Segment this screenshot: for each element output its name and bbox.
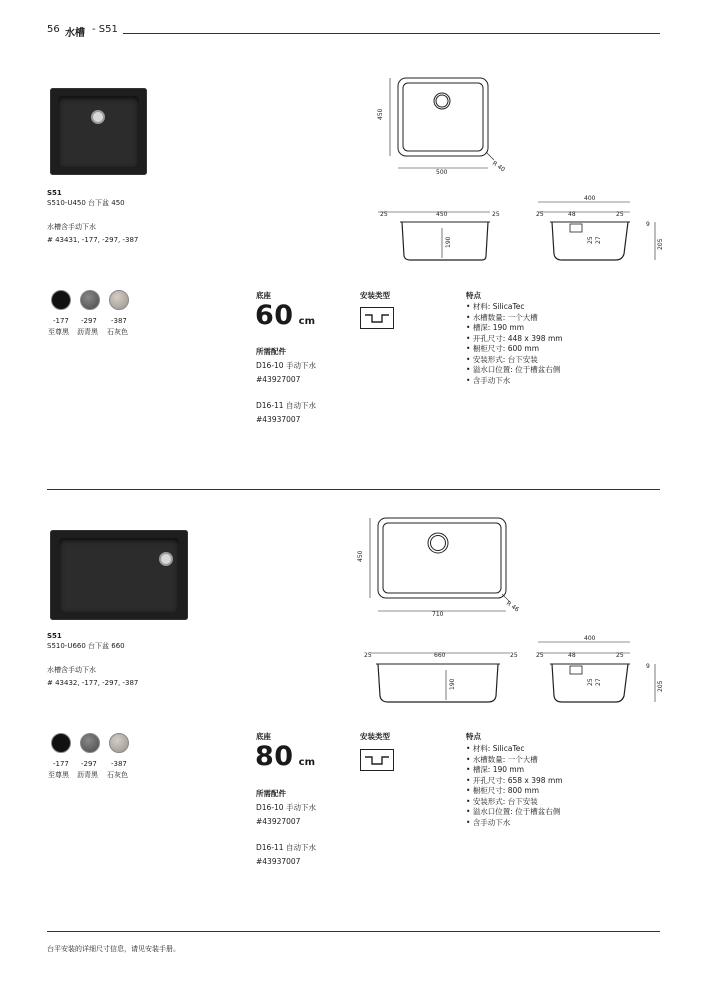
feature-item: • 橱柜尺寸: 600 mm <box>466 344 563 355</box>
feature-item: • 槽深: 190 mm <box>466 765 563 776</box>
install-type-label: 安装类型 <box>360 732 390 741</box>
color-name: 石灰色 <box>107 328 128 336</box>
accessories-label: 所需配件 <box>256 347 286 356</box>
base-label: 底座 <box>256 291 271 300</box>
feature-item: • 槽深: 190 mm <box>466 323 563 334</box>
color-name: 至尊黑 <box>48 328 69 336</box>
base-size <box>255 741 315 772</box>
model-name: S51 <box>47 632 62 640</box>
dim-side: 25 <box>536 652 544 659</box>
color-name: 至尊黑 <box>48 771 69 779</box>
dim-section-height: 205 <box>657 680 664 692</box>
drain-description: 水槽含手动下水 <box>47 666 96 674</box>
color-name: 石灰色 <box>107 771 128 779</box>
header-rule <box>123 33 660 34</box>
dim-side: 25 <box>380 211 388 218</box>
color-swatch-387[interactable] <box>109 290 129 310</box>
color-swatch-387[interactable] <box>109 733 129 753</box>
base-size <box>255 300 315 331</box>
dim-side: 25 <box>616 652 624 659</box>
footer-divider <box>47 931 660 932</box>
dim-radius: R 40 <box>490 159 507 174</box>
feature-item: • 含手动下水 <box>466 818 563 829</box>
dim-overflow-c: 27 <box>595 678 602 686</box>
install-type-label: 安装类型 <box>360 291 390 300</box>
accessory-number: #43937007 <box>256 415 301 424</box>
technical-drawing <box>370 70 670 270</box>
model-description: S510-U660 台下盆 660 <box>47 642 125 650</box>
page-title: 水槽 <box>65 28 85 39</box>
color-swatch-177[interactable] <box>51 290 71 310</box>
color-code: -177 <box>53 760 69 768</box>
dim-width: 500 <box>436 169 448 176</box>
color-code: -387 <box>111 317 127 325</box>
page-header <box>47 24 660 40</box>
feature-item: • 安装形式: 台下安装 <box>466 797 563 808</box>
feature-item: • 含手动下水 <box>466 376 563 387</box>
accessory-name: D16-11 自动下水 <box>256 401 316 410</box>
feature-item: • 材料: SilicaTec <box>466 302 563 313</box>
undermount-install-icon <box>360 749 394 771</box>
dim-inner-width: 450 <box>436 211 448 218</box>
dim-width: 710 <box>432 611 444 618</box>
accessory-name: D16-10 手动下水 <box>256 803 316 812</box>
dim-offset: 48 <box>568 211 576 218</box>
feature-item: • 溢水口位置: 位于槽盆右侧 <box>466 807 563 818</box>
accessory-name: D16-11 自动下水 <box>256 843 316 852</box>
page-number: 56 <box>47 24 60 35</box>
features-label: 特点 <box>466 732 481 741</box>
product-photo <box>50 530 188 620</box>
feature-item: • 水槽数量: 一个大槽 <box>466 755 563 766</box>
accessory-number: #43927007 <box>256 817 301 826</box>
dim-side: 25 <box>536 211 544 218</box>
dim-offset: 48 <box>568 652 576 659</box>
accessories-label: 所需配件 <box>256 789 286 798</box>
color-swatch-297[interactable] <box>80 733 100 753</box>
feature-item: • 水槽数量: 一个大槽 <box>466 313 563 324</box>
article-numbers: # 43431, -177, -297, -387 <box>47 236 139 244</box>
dim-inner-width: 660 <box>434 652 446 659</box>
dim-section-width: 400 <box>584 195 596 202</box>
dim-side: 25 <box>510 652 518 659</box>
model-name: S51 <box>47 189 62 197</box>
dim-radius: R 46 <box>504 599 521 614</box>
dim-depth: 190 <box>449 678 456 690</box>
article-numbers: # 43432, -177, -297, -387 <box>47 679 139 687</box>
dim-height: 450 <box>357 550 364 562</box>
feature-item: • 安装形式: 台下安装 <box>466 355 563 366</box>
features-label: 特点 <box>466 291 481 300</box>
drain-icon <box>159 552 173 566</box>
color-name: 沥青黑 <box>77 328 98 336</box>
footer-note: 台平安装的详细尺寸信息，请见安装手册。 <box>47 945 180 953</box>
model-description: S510-U450 台下盆 450 <box>47 199 125 207</box>
color-swatch-297[interactable] <box>80 290 100 310</box>
color-code: -387 <box>111 760 127 768</box>
base-unit: cm <box>298 757 316 768</box>
drain-description: 水槽含手动下水 <box>47 223 96 231</box>
base-unit: cm <box>298 316 316 327</box>
feature-item: • 橱柜尺寸: 800 mm <box>466 786 563 797</box>
dim-depth: 190 <box>445 236 452 248</box>
product-photo <box>50 88 147 175</box>
section-divider <box>47 489 660 490</box>
dim-overflow-b: 25 <box>587 236 594 244</box>
feature-item: • 材料: SilicaTec <box>466 744 563 755</box>
feature-item: • 开孔尺寸: 658 x 398 mm <box>466 776 563 787</box>
undermount-install-icon <box>360 307 394 329</box>
dim-overflow-b: 25 <box>587 678 594 686</box>
dim-side: 25 <box>364 652 372 659</box>
dim-overflow-a: 9 <box>646 221 650 228</box>
dim-section-height: 205 <box>657 238 664 250</box>
base-label: 底座 <box>256 732 271 741</box>
dim-section-width: 400 <box>584 635 596 642</box>
features-list <box>466 302 563 386</box>
dim-side: 25 <box>616 211 624 218</box>
feature-item: • 开孔尺寸: 448 x 398 mm <box>466 334 563 345</box>
features-list <box>466 744 563 828</box>
color-swatch-177[interactable] <box>51 733 71 753</box>
accessory-number: #43937007 <box>256 857 301 866</box>
drain-icon <box>91 110 105 124</box>
feature-item: • 溢水口位置: 位于槽盆右侧 <box>466 365 563 376</box>
technical-drawing <box>350 510 670 715</box>
color-code: -297 <box>81 317 97 325</box>
dim-overflow-a: 9 <box>646 663 650 670</box>
page-subtitle: - S51 <box>92 24 118 35</box>
dim-height: 450 <box>377 108 384 120</box>
color-code: -177 <box>53 317 69 325</box>
dim-overflow-c: 27 <box>595 236 602 244</box>
dim-side: 25 <box>492 211 500 218</box>
base-value: 60 <box>255 300 294 331</box>
accessory-number: #43927007 <box>256 375 301 384</box>
accessory-name: D16-10 手动下水 <box>256 361 316 370</box>
color-name: 沥青黑 <box>77 771 98 779</box>
color-code: -297 <box>81 760 97 768</box>
base-value: 80 <box>255 741 294 772</box>
